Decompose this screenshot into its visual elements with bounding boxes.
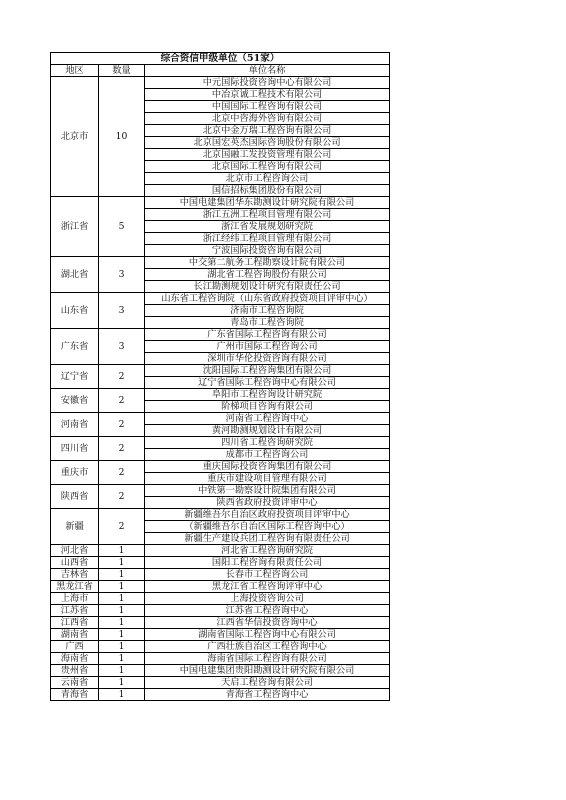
region-cell: 广东省	[51, 329, 99, 365]
unit-name-cell: 北京国融工发投资管理有限公司	[145, 149, 390, 161]
region-cell: 吉林省	[51, 569, 99, 581]
count-cell: 1	[99, 665, 145, 677]
count-cell: 1	[99, 557, 145, 569]
count-cell: 3	[99, 293, 145, 329]
unit-name-cell: 黄河勘测规划设计有限公司	[145, 425, 390, 437]
unit-name-cell: 青岛市工程咨询院	[145, 317, 390, 329]
region-cell: 辽宁省	[51, 365, 99, 389]
table-row	[51, 257, 390, 269]
unit-name-cell: 江西省华信投资咨询中心	[145, 617, 390, 629]
unit-name-cell: 中铁第一勘察设计院集团有限公司	[145, 485, 390, 497]
region-cell: 四川省	[51, 437, 99, 461]
unit-name-cell: 四川省工程咨询研究院	[145, 437, 390, 449]
table-row	[51, 389, 390, 401]
region-cell: 新疆	[51, 509, 99, 545]
unit-name-cell: 浙江五洲工程项目管理有限公司	[145, 209, 390, 221]
region-cell: 黑龙江省	[51, 581, 99, 593]
count-cell: 2	[99, 461, 145, 485]
count-cell: 2	[99, 365, 145, 389]
table-row	[51, 77, 390, 89]
table-row	[51, 461, 390, 473]
unit-name-cell: 山东省工程咨询院（山东省政府投资项目评审中心）	[145, 293, 390, 305]
count-cell: 1	[99, 689, 145, 701]
count-cell: 2	[99, 437, 145, 461]
header-count: 数量	[99, 65, 145, 77]
unit-name-cell: 重庆国际投资咨询集团有限公司	[145, 461, 390, 473]
count-cell: 1	[99, 653, 145, 665]
unit-name-cell: 北京市工程咨询公司	[145, 173, 390, 185]
count-cell: 3	[99, 257, 145, 293]
header-unit-name: 单位名称	[145, 65, 390, 77]
region-cell: 北京市	[51, 77, 99, 197]
title-row	[51, 53, 390, 65]
unit-name-cell: 浙江省发展规划研究院	[145, 221, 390, 233]
count-cell: 5	[99, 197, 145, 257]
unit-name-cell: 新疆维吾尔自治区政府投资项目评审中心	[145, 509, 390, 521]
region-cell: 广西	[51, 641, 99, 653]
unit-name-cell: （新疆维吾尔自治区国际工程咨询中心）	[145, 521, 390, 533]
count-cell: 2	[99, 509, 145, 545]
region-cell: 安徽省	[51, 389, 99, 413]
count-cell: 1	[99, 581, 145, 593]
unit-name-cell: 沈阳国际工程咨询集团有限公司	[145, 365, 390, 377]
count-cell: 3	[99, 329, 145, 365]
unit-name-cell: 长江勘测规划设计研究有限责任公司	[145, 281, 390, 293]
table-row	[51, 437, 390, 449]
unit-name-cell: 中冶京诚工程技术有限公司	[145, 89, 390, 101]
unit-name-cell: 广西壮族自治区工程咨询中心	[145, 641, 390, 653]
unit-name-cell: 重庆市建设项目管理有限公司	[145, 473, 390, 485]
count-cell: 1	[99, 593, 145, 605]
table-row	[51, 197, 390, 209]
count-cell: 1	[99, 677, 145, 689]
unit-name-cell: 上海投资咨询公司	[145, 593, 390, 605]
unit-name-cell: 青海省工程咨询中心	[145, 689, 390, 701]
unit-name-cell: 北京国宏英杰国际咨询股份有限公司	[145, 137, 390, 149]
region-cell: 湖南省	[51, 629, 99, 641]
unit-name-cell: 广东省国际工程咨询有限公司	[145, 329, 390, 341]
region-cell: 浙江省	[51, 197, 99, 257]
region-cell: 陕西省	[51, 485, 99, 509]
unit-name-cell: 中交第二航务工程勘察设计院有限公司	[145, 257, 390, 269]
unit-name-cell: 阜阳市工程咨询设计研究院	[145, 389, 390, 401]
count-cell: 2	[99, 485, 145, 509]
table-row	[51, 689, 390, 701]
region-cell: 青海省	[51, 689, 99, 701]
count-cell: 1	[99, 569, 145, 581]
unit-name-cell: 新疆生产建设兵团工程咨询有限责任公司	[145, 533, 390, 545]
region-cell: 重庆市	[51, 461, 99, 485]
table-row	[51, 653, 390, 665]
count-cell: 2	[99, 413, 145, 437]
unit-name-cell: 深圳市华伦投资咨询有限公司	[145, 353, 390, 365]
count-cell: 10	[99, 77, 145, 197]
unit-name-cell: 辽宁省国际工程咨询中心有限公司	[145, 377, 390, 389]
region-cell: 山东省	[51, 293, 99, 329]
table-row	[51, 485, 390, 497]
unit-name-cell: 河南省工程咨询中心	[145, 413, 390, 425]
unit-name-cell: 国阳工程咨询有限责任公司	[145, 557, 390, 569]
unit-name-cell: 中元国际投资咨询中心有限公司	[145, 77, 390, 89]
region-cell: 云南省	[51, 677, 99, 689]
table-row	[51, 629, 390, 641]
table-row	[51, 641, 390, 653]
table-row	[51, 593, 390, 605]
unit-name-cell: 中国电建集团华东勘测设计研究院有限公司	[145, 197, 390, 209]
table-row	[51, 617, 390, 629]
table-row	[51, 677, 390, 689]
unit-name-cell: 河北省工程咨询研究院	[145, 545, 390, 557]
region-cell: 海南省	[51, 653, 99, 665]
region-cell: 贵州省	[51, 665, 99, 677]
unit-name-cell: 国信招标集团股份有限公司	[145, 185, 390, 197]
region-cell: 山西省	[51, 557, 99, 569]
unit-name-cell: 广州市国际工程咨询公司	[145, 341, 390, 353]
table-row	[51, 365, 390, 377]
table-row	[51, 569, 390, 581]
unit-name-cell: 中国国际工程咨询有限公司	[145, 101, 390, 113]
unit-name-cell: 江苏省工程咨询中心	[145, 605, 390, 617]
qualification-table-sheet	[50, 52, 389, 701]
region-cell: 河南省	[51, 413, 99, 437]
header-region: 地区	[51, 65, 99, 77]
unit-name-cell: 济南市工程咨询院	[145, 305, 390, 317]
count-cell: 1	[99, 641, 145, 653]
unit-name-cell: 湖北省工程咨询股份有限公司	[145, 269, 390, 281]
unit-name-cell: 成都市工程咨询公司	[145, 449, 390, 461]
unit-name-cell: 北京中咨海外咨询有限公司	[145, 113, 390, 125]
unit-name-cell: 浙江经纬工程项目管理有限公司	[145, 233, 390, 245]
unit-name-cell: 天启工程咨询有限公司	[145, 677, 390, 689]
count-cell: 2	[99, 389, 145, 413]
count-cell: 1	[99, 617, 145, 629]
table-title: 综合资信甲级单位（51家）	[51, 53, 390, 65]
table-row	[51, 293, 390, 305]
table-row	[51, 545, 390, 557]
header-row	[51, 65, 390, 77]
unit-name-cell: 海南省国际工程咨询有限公司	[145, 653, 390, 665]
table-row	[51, 605, 390, 617]
unit-name-cell: 阶梯项目咨询有限公司	[145, 401, 390, 413]
table-row	[51, 581, 390, 593]
region-cell: 上海市	[51, 593, 99, 605]
unit-name-cell: 长春市工程咨询公司	[145, 569, 390, 581]
table-row	[51, 413, 390, 425]
unit-name-cell: 北京中金万瑞工程咨询有限公司	[145, 125, 390, 137]
table-body	[51, 53, 390, 701]
count-cell: 1	[99, 605, 145, 617]
region-cell: 湖北省	[51, 257, 99, 293]
table-row	[51, 509, 390, 521]
region-cell: 江西省	[51, 617, 99, 629]
unit-name-cell: 宁波国际投资咨询有限公司	[145, 245, 390, 257]
unit-name-cell: 北京国际工程咨询有限公司	[145, 161, 390, 173]
region-cell: 河北省	[51, 545, 99, 557]
table-row	[51, 557, 390, 569]
unit-name-cell: 湖南省国际工程咨询中心有限公司	[145, 629, 390, 641]
unit-name-cell: 陕西省政府投资评审中心	[145, 497, 390, 509]
table-row	[51, 665, 390, 677]
region-cell: 江苏省	[51, 605, 99, 617]
table-row	[51, 329, 390, 341]
count-cell: 1	[99, 629, 145, 641]
qualification-table	[50, 52, 390, 701]
count-cell: 1	[99, 545, 145, 557]
unit-name-cell: 中国电建集团贵阳勘测设计研究院有限公司	[145, 665, 390, 677]
unit-name-cell: 黑龙江省工程咨询评审中心	[145, 581, 390, 593]
